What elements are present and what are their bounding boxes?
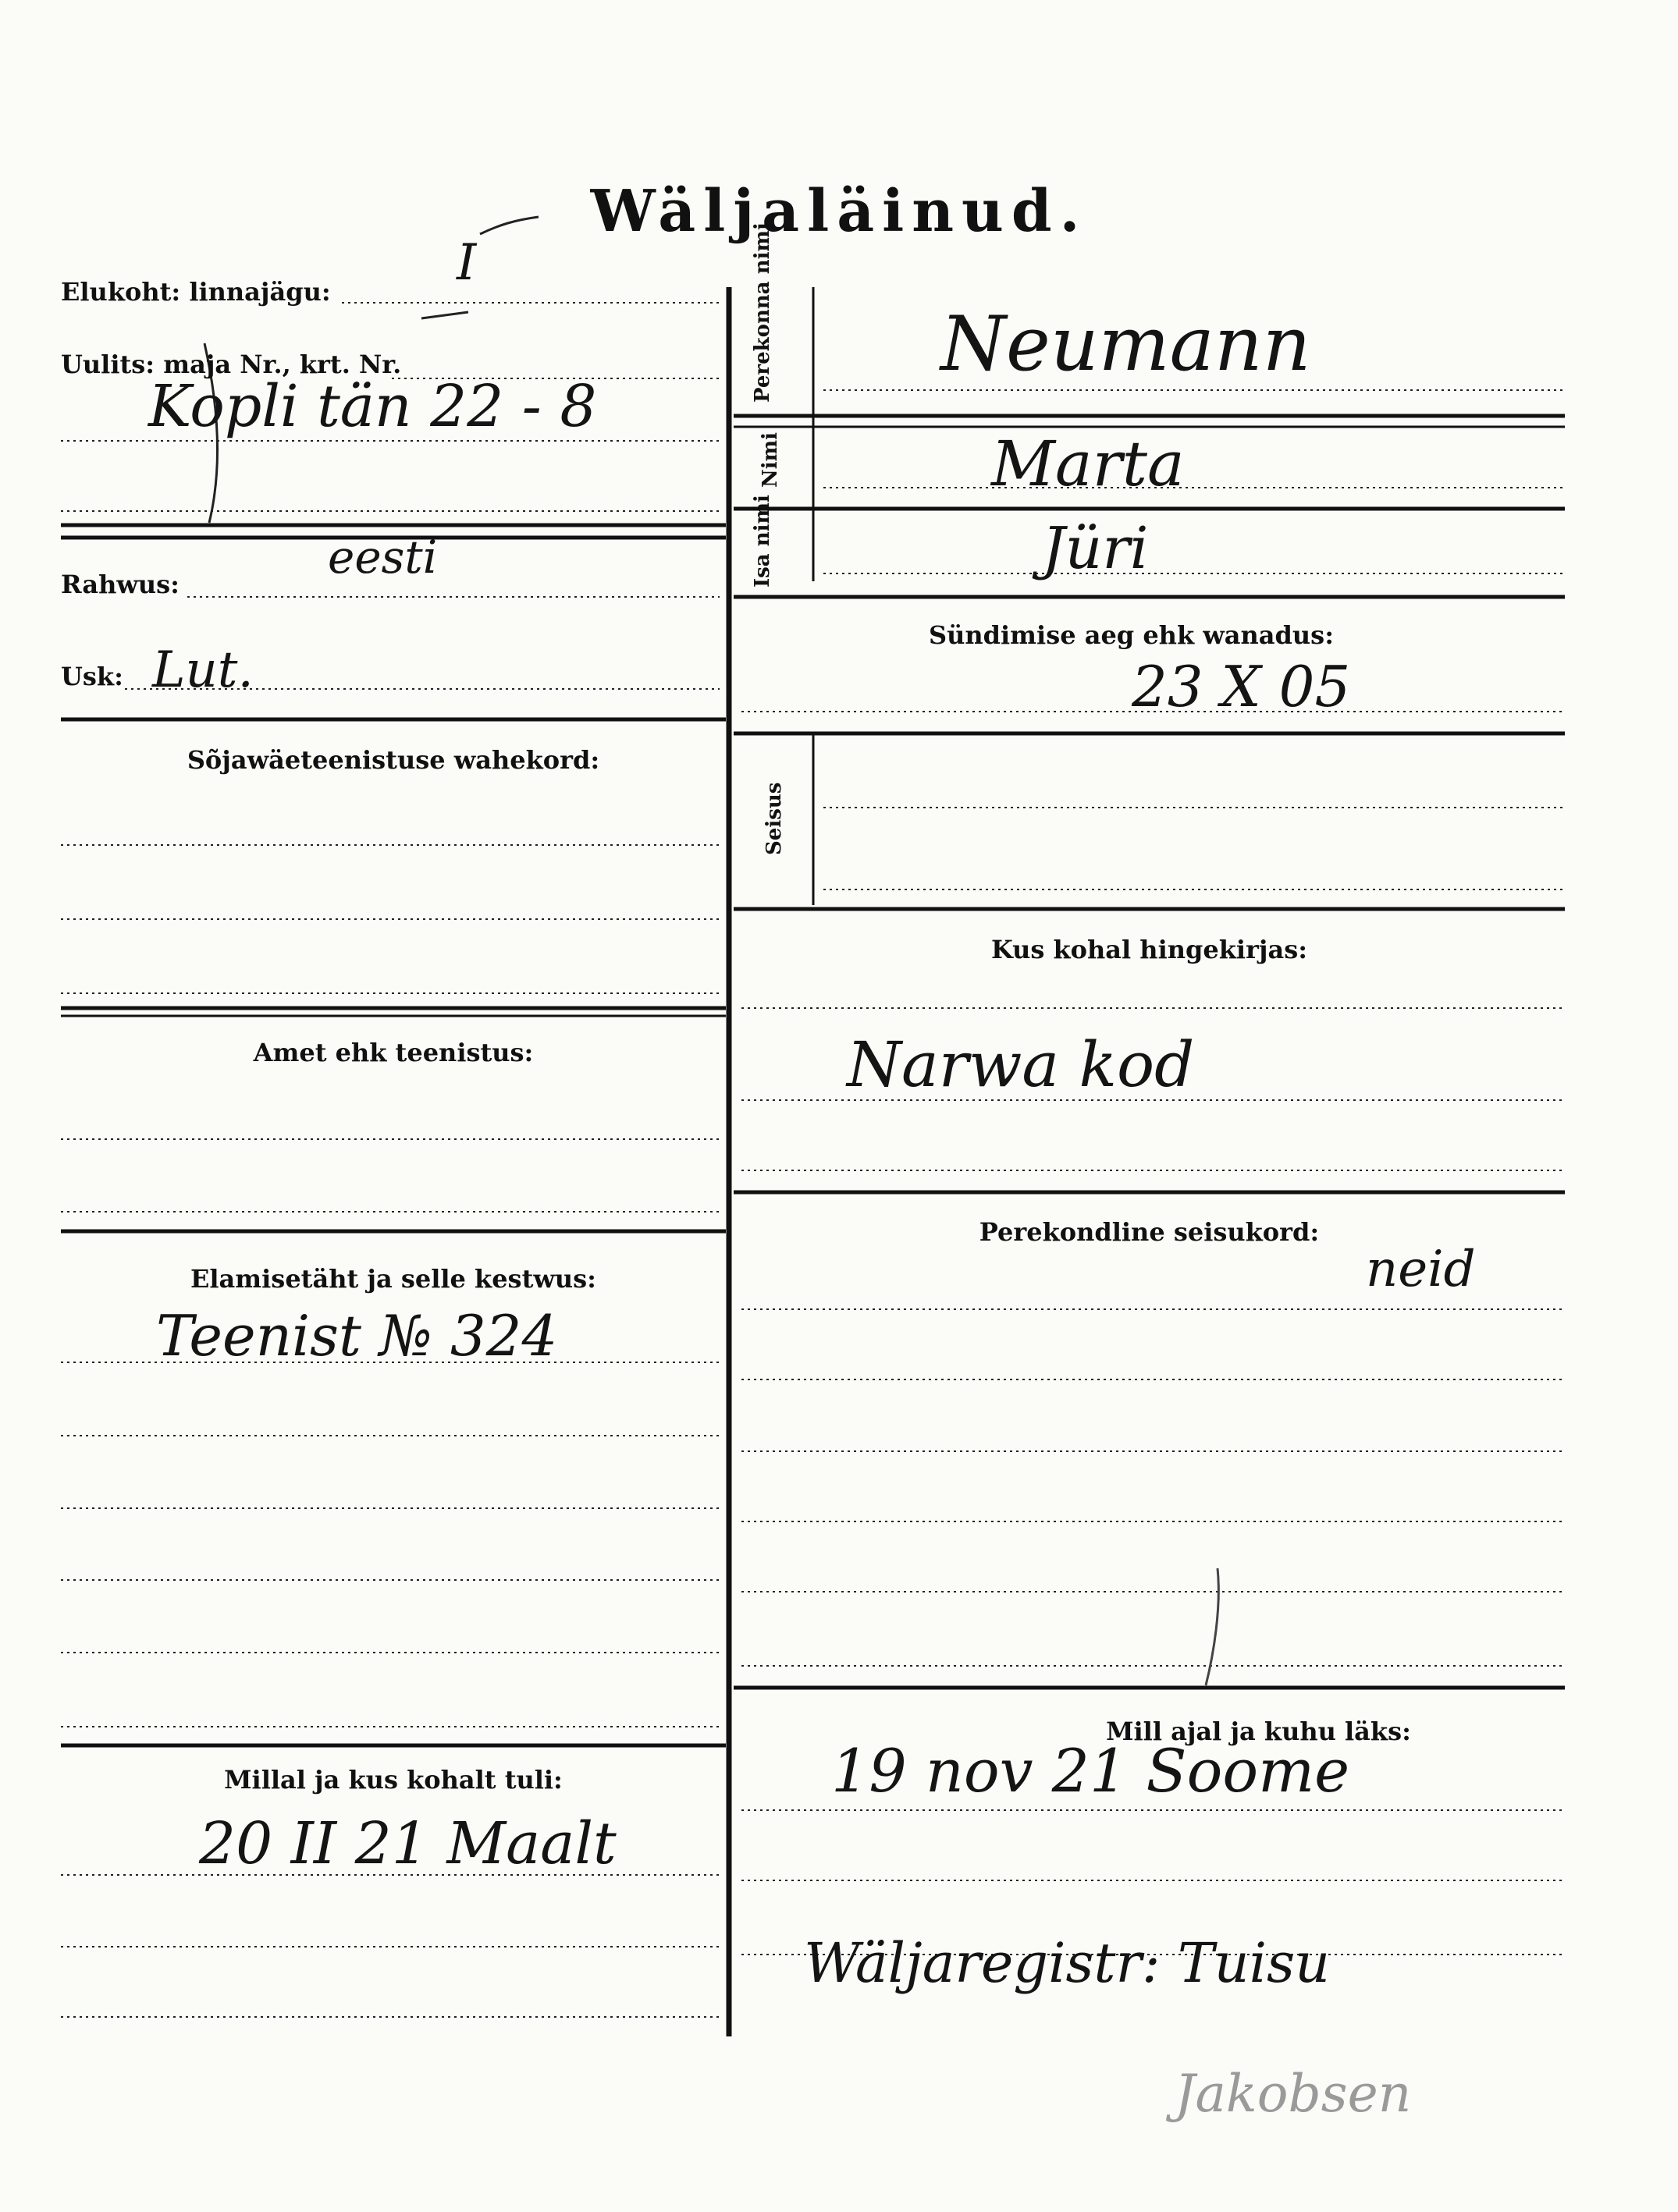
isanimi-value: Jüri xyxy=(1042,515,1149,582)
millajal-value: 19 nov 21 Soome xyxy=(831,1736,1350,1805)
uulits-label: Uulits: maja Nr., krt. Nr. xyxy=(61,350,402,379)
nimi-value: Marta xyxy=(991,428,1185,500)
form-title: Wäljaläinud. xyxy=(590,178,1088,245)
usk-value: Lut. xyxy=(152,641,254,699)
sojawae-label: Sõjawäeteenistuse wahekord: xyxy=(187,745,600,775)
millal-label: Millal ja kus kohalt tuli: xyxy=(224,1765,563,1795)
perekondline-value: neid xyxy=(1366,1241,1476,1298)
rahwus-label: Rahwus: xyxy=(61,570,180,599)
hingekirjas-label: Kus kohal hingekirjas: xyxy=(990,935,1308,964)
millal-value: 20 II 21 Maalt xyxy=(199,1810,617,1877)
millajal-label: Mill ajal ja kuhu läks: xyxy=(1106,1717,1411,1746)
uulits-value: Kopli tän 22 - 8 xyxy=(148,373,597,440)
perekondline-label: Perekondline seisukord: xyxy=(979,1217,1320,1247)
elukoht-value: I xyxy=(457,234,477,292)
pen-flourish xyxy=(1206,1568,1218,1685)
elukoht-label: Elukoht: linnajägu: xyxy=(61,277,331,307)
elamisetaht-value: Teenist № 324 xyxy=(156,1303,558,1369)
amet-label: Amet ehk teenistus: xyxy=(253,1038,534,1067)
usk-label: Usk: xyxy=(61,662,123,691)
nimi-label: Nimi xyxy=(759,431,782,488)
rahwus-value: eesti xyxy=(328,531,438,584)
elamisetaht-label: Elamisetäht ja selle kestwus: xyxy=(190,1264,596,1294)
seisus-label: Seisus xyxy=(763,782,786,855)
sundimise-value: 23 X 05 xyxy=(1132,654,1351,719)
perekonnanimi-value: Neumann xyxy=(940,300,1311,388)
faint-pencil-signature: Jakobsen xyxy=(1175,2064,1412,2124)
sundimise-label: Sündimise aeg ehk wanadus: xyxy=(929,620,1334,650)
pen-flourish xyxy=(421,312,468,318)
isanimi-label: Isa nimi xyxy=(751,495,774,588)
hingekirjas-value: Narwa kod xyxy=(847,1028,1195,1101)
perekonnanimi-label: Perekonna nimi xyxy=(751,222,774,403)
signature-line: Wäljaregistr: Tuisu xyxy=(804,1931,1331,1995)
